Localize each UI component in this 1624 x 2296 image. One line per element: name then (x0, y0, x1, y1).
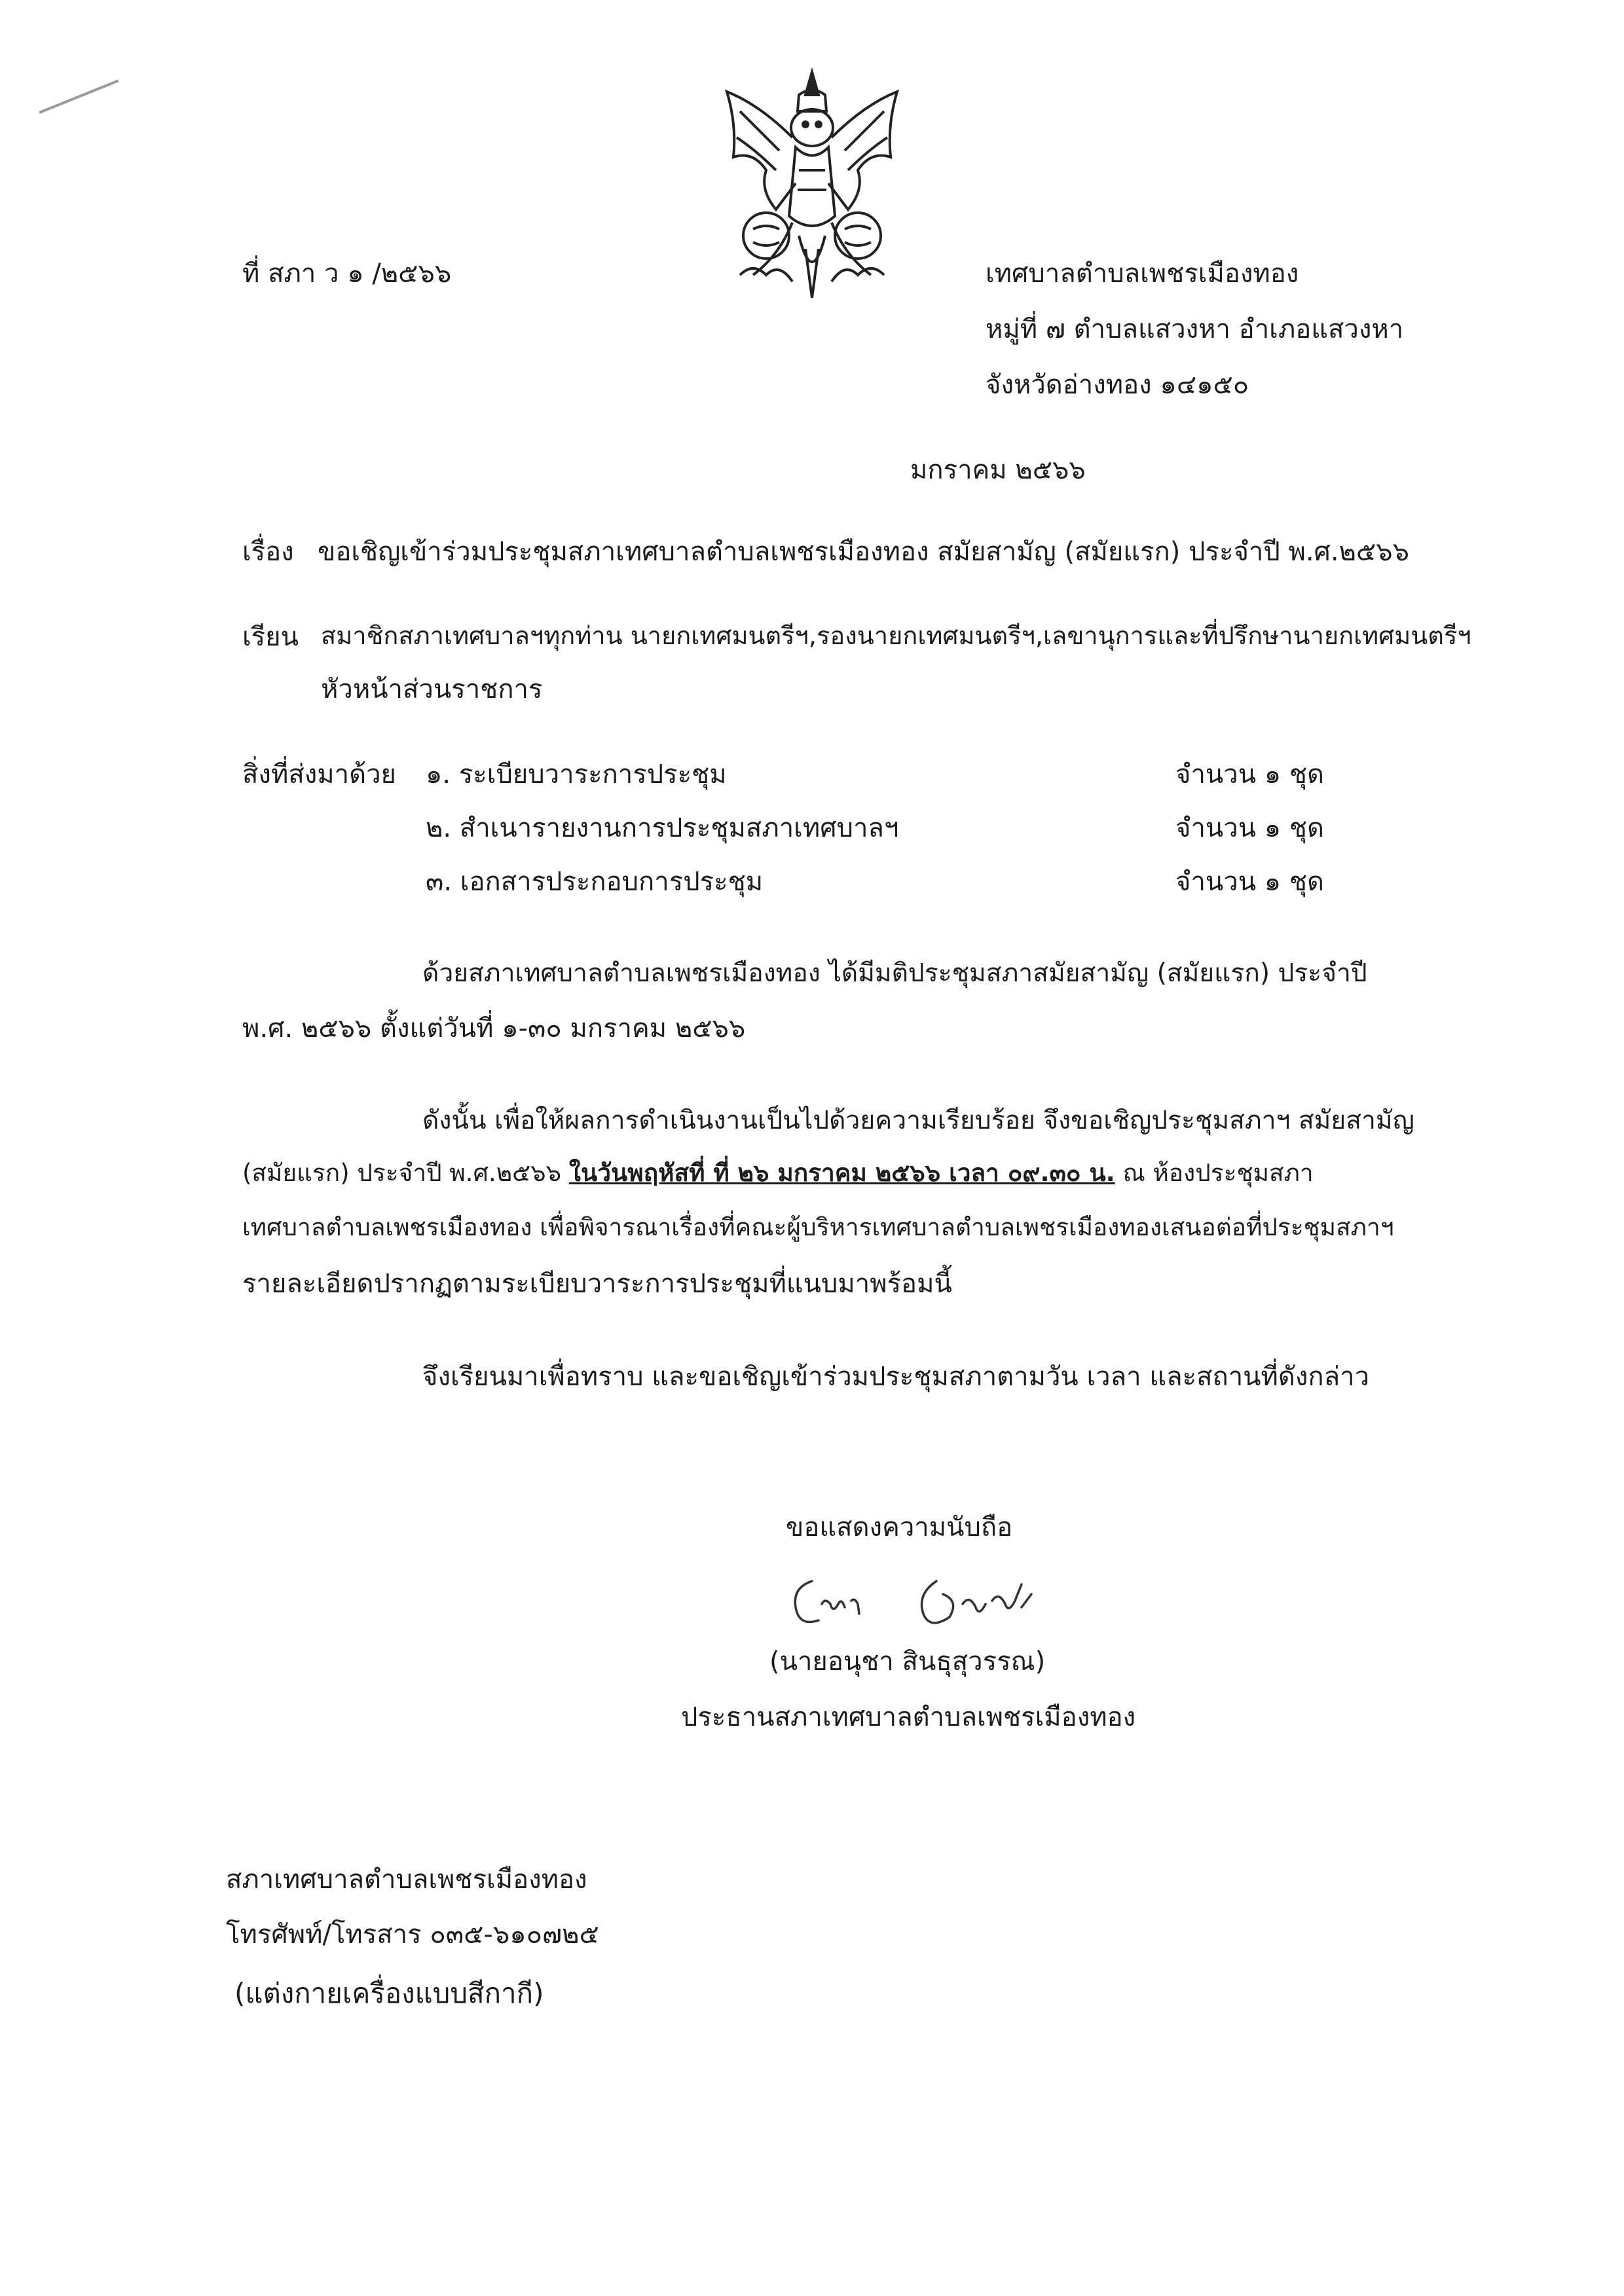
reference-number: ที่ สภา ว ๑ /๒๕๖๖ (242, 259, 452, 289)
letter-date: มกราคม ๒๕๖๖ (910, 455, 1086, 485)
recipient-label: เรียน (242, 622, 299, 652)
enclosure-qty-2: จำนวน ๑ ชุด (1175, 813, 1324, 843)
body-paragraph-1-line-2: พ.ศ. ๒๕๖๖ ตั้งแต่วันที่ ๑-๓๐ มกราคม ๒๕๖๖ (242, 1013, 746, 1044)
footer-dress-code: (แต่งกายเครื่องแบบสีกากี) (234, 1977, 544, 2009)
recipient-line2: หัวหน้าส่วนราชการ (321, 674, 543, 704)
meeting-datetime: ในวันพฤหัสที่ ที่ ๒๖ มกราคม ๒๕๖๖ เวลา ๐๙.๓๐ น. (568, 1159, 1115, 1187)
meeting-venue-start: ณ ห้องประชุมสภา (1122, 1159, 1314, 1187)
enclosure-item-1: ๑. ระเบียบวาระการประชุม (426, 759, 727, 790)
body-paragraph-2-line-3: เทศบาลตำบลเพชรเมืองทอง เพื่อพิจารณาเรื่องที่คณะผู้บริหารเทศบาลตำบลเพชรเมืองทองเสนอต่อที่ประชุมสภาฯ (242, 1213, 1394, 1241)
body-paragraph-1-line-1: ด้วยสภาเทศบาลตำบลเพชรเมืองทอง ได้มีมติประชุมสภาสมัยสามัญ (สมัยแรก) ประจำปี (422, 958, 1367, 988)
enclosure-item-3: ๓. เอกสารประกอบการประชุม (426, 867, 764, 897)
footer-office: สภาเทศบาลตำบลเพชรเมืองทอง (226, 1865, 587, 1895)
body-paragraph-2-line-4: รายละเอียดปรากฏตามระเบียบวาระการประชุมที่แนบมาพร้อมนี้ (242, 1269, 952, 1299)
sender-address-line2: จังหวัดอ่างทอง ๑๔๑๕๐ (986, 370, 1249, 400)
enclosures-label: สิ่งที่ส่งมาด้วย (242, 759, 396, 790)
handwritten-signature (786, 1568, 1087, 1640)
recipient-line1: สมาชิกสภาเทศบาลฯทุกท่าน นายกเทศมนตรีฯ,รองนายกเทศมนตรีฯ,เลขานุการและที่ปรึกษานายกเทศมนตรีฯ (321, 621, 1471, 650)
footer-phone: โทรศัพท์/โทรสาร ๐๓๕-๖๑๐๗๒๕ (226, 1920, 599, 1950)
sender-org-name: เทศบาลตำบลเพชรเมืองทอง (986, 259, 1299, 289)
enclosure-qty-3: จำนวน ๑ ชุด (1175, 867, 1324, 897)
body-paragraph-3: จึงเรียนมาเพื่อทราบ และขอเชิญเข้าร่วมประชุมสภาตามวัน เวลา และสถานที่ดังกล่าว (422, 1362, 1370, 1392)
signatory-position: ประธานสภาเทศบาลตำบลเพชรเมืองทอง (681, 1702, 1136, 1732)
garuda-emblem-icon (714, 65, 910, 308)
closing-salutation: ขอแสดงความนับถือ (786, 1512, 1013, 1542)
signatory-name: (นายอนุชา สินธุสุวรรณ) (769, 1647, 1046, 1677)
subject-text: ขอเชิญเข้าร่วมประชุมสภาเทศบาลตำบลเพชรเมืองทอง สมัยสามัญ (สมัยแรก) ประจำปี พ.ศ.๒๕๖๖ (318, 537, 1410, 567)
body-paragraph-2-line-2 (242, 1154, 1314, 1192)
body-paragraph-2-line-1: ดังนั้น เพื่อให้ผลการดำเนินงานเป็นไปด้วยความเรียบร้อย จึงขอเชิญประชุมสภาฯ สมัยสามัญ (422, 1106, 1414, 1135)
enclosure-qty-1: จำนวน ๑ ชุด (1175, 759, 1324, 790)
enclosure-item-2: ๒. สำเนารายงานการประชุมสภาเทศบาลฯ (426, 813, 899, 843)
scan-mark (39, 79, 119, 113)
subject-label: เรื่อง (242, 537, 294, 567)
sender-address-line1: หมู่ที่ ๗ ตำบลแสวงหา อำเภอแสวงหา (986, 314, 1404, 344)
meeting-year-text: (สมัยแรก) ประจำปี พ.ศ.๒๕๖๖ (242, 1159, 562, 1187)
